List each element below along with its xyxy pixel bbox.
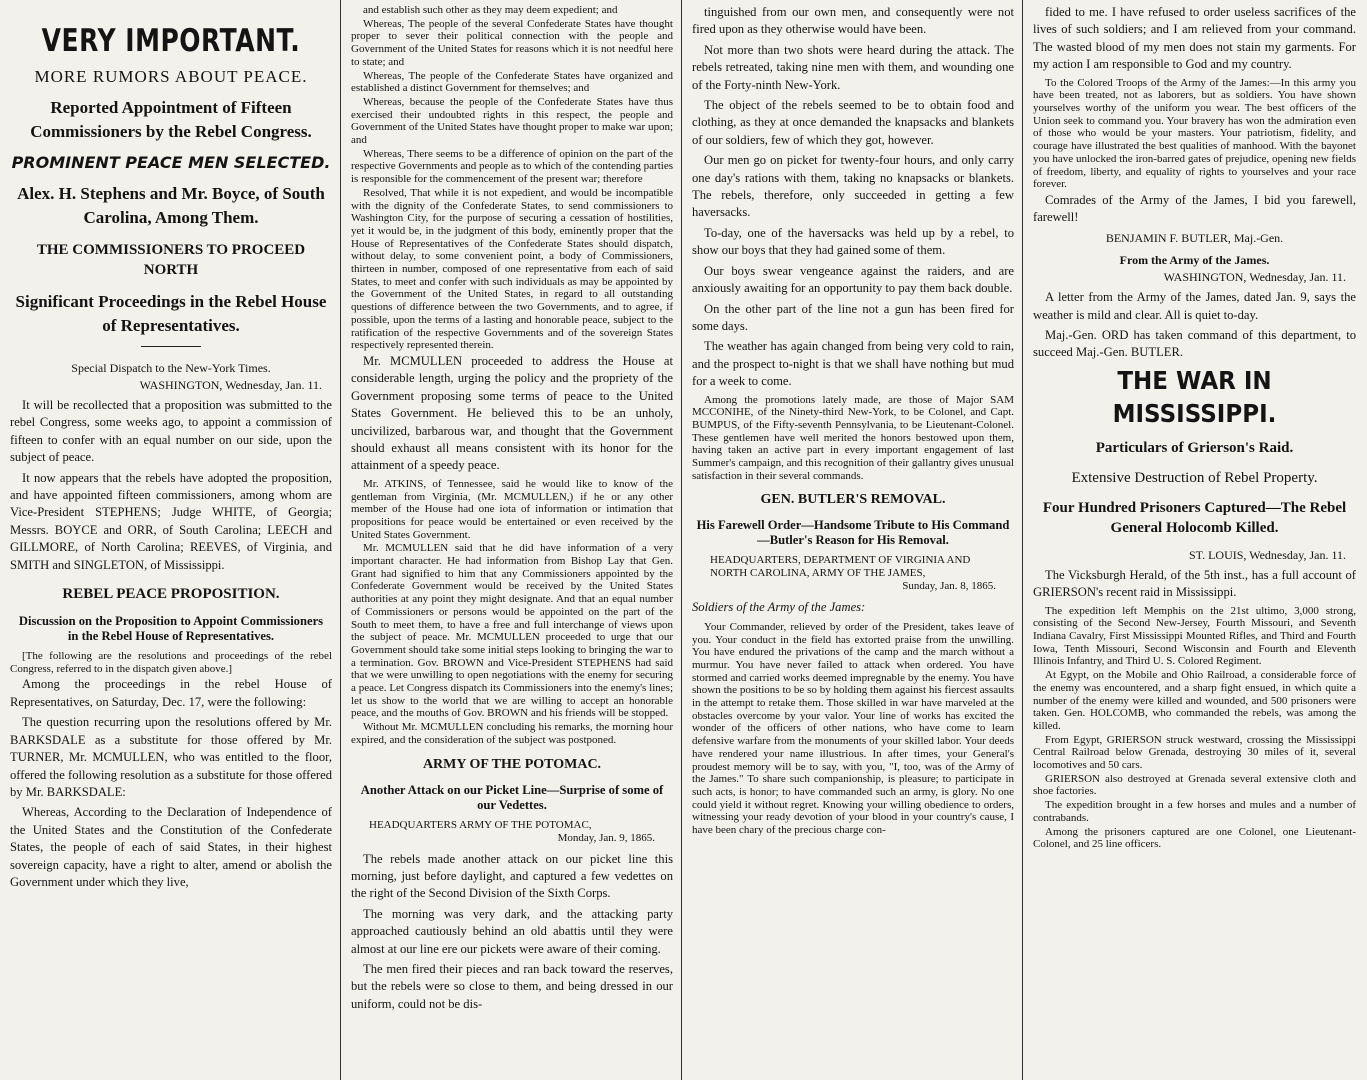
dateline: WASHINGTON, Wednesday, Jan. 11. [1163,270,1346,285]
paragraph: Our boys swear vengeance against the raiders, and are anxiously awaiting for an opportunity to pay them back double. [692,263,1014,296]
paragraph: The object of the rebels seemed to be to obtain food and clothing, as they at once demanded the knapsacks and blankets of our soldiers, few of which they got, however. [692,98,1014,147]
paragraph: The expedition left Memphis on the 21st ultimo, 3,000 strong, consisting of the Second New-Jersey, Fourth Missouri, and Seventh Indiana Cavalry, First Mississippi Mounted Rifles, and Third and Fourth Iowa, Tenth Missouri, Second Wisconsin and Fourth and Eleventh Illinois Infantry, and Third U. S. Colored Regiment. [1033,604,1356,668]
deck-grierson: Particulars of Grierson's Raid. [1095,439,1294,456]
deck-commissioners: THE COMMISSIONERS TO PROCEED NORTH [36,242,306,278]
paragraph: Mr. ATKINS, of Tennessee, said he would like to know of the gentleman from Virginia, (Mr. MCMULLEN,) if he or any other member of the House had one iota of information or intimation that propositions for peace would be entertained or even received by the United States Government. [351,477,673,541]
paragraph: The weather has again changed from being very cold to rain, and the prospect to-night is that we shall have nothing but mud for a week to come. [692,339,1014,389]
paragraph: The Vicksburgh Herald, of the 5th inst., has a full account of GRIERSON's recent raid in Mississippi. [1033,567,1356,600]
headline-very-important: VERY IMPORTANT. [41,22,301,59]
deck-farewell: His Farewell Order—Handsome Tribute to His Command—Butler's Reason for His Removal. [696,518,1010,548]
headline-butler-removal: GEN. BUTLER'S REMOVAL. [760,492,946,508]
column-4 [1023,0,1364,1080]
paragraph: Among the prisoners captured are one Colonel, one Lieutenant-Colonel, and 25 line officers. [1033,825,1356,851]
paragraph: The morning was very dark, and the attacking party approached cautiously behind an old abattis until they were almost at our line ere our pickets were aware of their coming. [351,906,673,956]
paragraph: The men fired their pieces and ran back toward the reserves, but the rebels were so close to them, and being dressed in our uniform, could not be dis- [351,962,673,1011]
deck-appointment: Reported Appointment of Fifteen Commissioners by the Rebel Congress. [30,98,312,141]
paragraph: To-day, one of the haversacks was held up by a rebel, to show our boys that they had gained some of them. [692,225,1014,258]
dateline: WASHINGTON, Wednesday, Jan. 11. [139,378,322,392]
headquarters-name: HEADQUARTERS, DEPARTMENT OF VIRGINIA AND [710,554,971,567]
headquarters-date: Monday, Jan. 9, 1865. [557,831,655,844]
paragraph: Our men go on picket for twenty-four hours, and only carry one day's rations with them, taking no knapsacks or blankets. The rebels, therefore, only succeeded in getting a few haversacks. [692,153,1014,220]
salutation: Soldiers of the Army of the James: [692,600,866,615]
deck-prisoners: Four Hundred Prisoners Captured—The Rebel General Holocomb Killed. [1042,499,1347,536]
deck-discussion: Discussion on the Proposition to Appoint Commissioners in the Rebel House of Representatives. [18,614,324,644]
paragraph: The rebels made another attack on our picket line this morning, just before daylight, and captured a few vedettes on the right of the Second Division of the Sixth Corps. [351,851,673,901]
paragraph: Mr. MCMULLEN proceeded to address the House at considerable length, urging the policy and the propriety of the Government proposing some terms of peace to the United States Government. He believed this to be an unholy, uncivilized, barbarous war, and thought that the Government should exhaust all means consistent with its honor for the attainment of a speedy peace. [351,353,673,473]
resolution-text: Whereas, The people of the Confederate States have organized and established a distinct Government for themselves; and [351,69,673,95]
deck-destruction: Extensive Destruction of Rebel Property. [1071,469,1318,486]
paragraph: It will be recollected that a proposition was submitted to the rebel Congress, some weeks ago, to appoint a commission of fifteen to confer with an equal number on our side, upon the subject of peace. [10,398,332,465]
headquarters-line [710,554,996,593]
divider [141,346,201,347]
paragraph: It now appears that the rebels have adopted the proposition, and have appointed fifteen commissioners, among whom are Vice-President STEPHENS; Judge WHITE, of Georgia; Messrs. BOYCE and ORR, of South Carolina; LEECH and GILLMORE, of North Carolina; REEVES, of Virginia, and SMITH and SINGLETON, of Mississippi. [10,470,332,572]
paragraph: Among the proceedings in the rebel House of Representatives, on Saturday, Dec. 17, were the following: [10,677,332,709]
headline-rebel-peace: REBEL PEACE PROPOSITION. [62,586,280,603]
column-1 [0,0,341,1080]
paragraph: At Egypt, on the Mobile and Ohio Railroad, a considerable force of the enemy was encountered, and a sharp fight ensued, in which quite a number of the enemy were killed and wounded, and 500 prisoners were taken. Gen. HOLCOMB, who commanded the rebels, was among the killed. [1033,669,1356,732]
paragraph: tinguished from our own men, and consequently were not fired upon as they otherwise would have been. [692,5,1014,37]
deck-picket-attack: Another Attack on our Picket Line—Surprise of some of our Vedettes. [360,782,664,812]
paragraph: Without Mr. MCMULLEN concluding his remarks, the morning hour expired, and the consideration of the subject was postponed. [351,721,673,746]
headquarters-line [369,819,655,845]
resolution-text: and establish such other as they may deem expedient; and [363,4,618,16]
deck-rumors: MORE RUMORS ABOUT PEACE. [34,67,308,86]
paragraph: On the other part of the line not a gun has been fired for some days. [692,301,1014,333]
signature: BENJAMIN F. BUTLER, Maj.-Gen. [1105,230,1284,245]
deck-peace-men: PROMINENT PEACE MEN SELECTED. [11,153,331,172]
paragraph: From Egypt, GRIERSON struck westward, crossing the Mississippi Central Railroad below Grenada, destroying 30 miles of it, several locomotives and 50 cars. [1033,733,1356,772]
subhead-army-james: From the Army of the James. [1119,253,1270,268]
paragraph: To the Colored Troops of the Army of the James:—In this army you have been treated, not as laborers, but as soldiers. You have shown yourselves worthy of the uniform you wear. The best officers of the Union seek to command you. Your bravery has won the admiration even of those who would be your masters. Your patriotism, fidelity, and courage have illustrated the best qualities of manhood. With the bayonet you have unlocked the iron-barred gates of prejudice, opening new fields of freedom, liberty, and equality of rights to yourselves and your race forever. [1033,76,1356,191]
paragraph: Among the promotions lately made, are those of Major SAM MCCONIHE, of the Ninety-third New-York, to be Colonel, and Capt. BUMPUS, of the Fifty-seventh Pennsylvania, to be Lieutenant-Colonel. These gentlemen have well merited the honors bestowed upon them, having taken an active part in every important engagement of last Summer's campaign, and this recognition of their gallantry gives unusual satisfaction in their several commands. [692,393,1014,482]
paragraph: Not more than two shots were heard during the attack. The rebels retreated, taking nine men with them, and wounding one of the Forty-ninth New-York. [692,42,1014,92]
paragraph: The expedition brought in a few horses and mules and a number of contrabands. [1033,799,1356,824]
resolution-text: Whereas, The people of the several Confederate States have thought proper to sever their political connection with the people and Government of the United States for reasons which it is not needful here to state; and [351,17,673,68]
headquarters-army: NORTH CAROLINA, ARMY OF THE JAMES, [710,567,926,580]
special-dispatch: Special Dispatch to the New-York Times. [71,361,271,375]
headquarters-date: Sunday, Jan. 8, 1865. [902,580,996,593]
headline-army-potomac: ARMY OF THE POTOMAC. [422,756,602,772]
resolution-text: Whereas, There seems to be a difference of opinion on the part of the respective Governments and people as to which of the contending parties is responsible for the commencement of the present war; therefore [351,147,673,186]
dateline: ST. LOUIS, Wednesday, Jan. 11. [1188,547,1346,562]
deck-proceedings: Significant Proceedings in the Rebel House of Representatives. [15,292,327,335]
column-2 [341,0,682,1080]
paragraph: fided to me. I have refused to order useless sacrifices of the lives of such soldiers; and I am relieved from your command. The wasted blood of my men does not stain my garments. For my action I am responsible to God and my country. [1033,5,1356,72]
resolution-text: Resolved, That while it is not expedient, and would be incompatible with the dignity of the Confederate States, to send commissioners to Washington City, for the purpose of securing a cessation of hostilities, yet it would be, in the judgment of this body, eminently proper that the House of Representatives of the Confederate States should dispatch, without delay, to some convenient point, a body of Commissioners, thirteen in number, composed of one representative from each of said States, to meet and confer with such individuals as may be appointed by the Government of the United States, in regard to all outstanding questions of difference between the two Governments, and to agree, if possible, upon the terms of a lasting and honorable peace, subject to the ratification of the respective Governments and of the sovereign States respectively represented therein. [351,186,673,352]
paragraph: The question recurring upon the resolutions offered by Mr. BARKSDALE as a substitute for those offered by Mr. TURNER, Mr. MCMULLEN, who was entitled to the floor, offered the following resolution as a substitute for those offered by Mr. BARKSDALE: [10,715,332,799]
paragraph: [The following are the resolutions and proceedings of the rebel Congress, referred to in the dispatch given above.] [10,650,332,675]
headline-war-mississippi: THE WAR IN MISSISSIPPI. [1112,366,1277,429]
paragraph: Comrades of the Army of the James, I bid you farewell, farewell! [1033,192,1356,225]
paragraph: Mr. MCMULLEN said that he did have information of a very important character. He had information from Bishop Lay that Gen. Grant had signified to him that any Commissioners appointed by the Confederate Government would be received by the United States authorities at any point they might designate. And that an equal number of Commissioners or persons would be appointed on the part of the South to meet them, to have a free and full interchange of views upon the subject of peace. Mr. MCMULLEN proceeded to urge that our Government should take some initial steps looking to bringing the war to a termination. Gov. BROWN and Vice-President STEPHENS had said that we were unwilling to open negotiations with the enemy for securing a peace. Let Congress dispatch its Commissioners into the enemy's lines; let us show to the world that we are willing to accept an honorable peace, and the mouths of Gov. BROWN and his friends will be stopped. [351,542,673,720]
paragraph: Your Commander, relieved by order of the President, takes leave of you. Your conduct in the field has extorted praise from the unwilling. You have endured the privations of the camp and the march without a murmur. You have never failed to attack when ordered. You have stormed and carried works deemed impregnable by the enemy. You have shown the positions to be so by holding them against his fiercest assaults in the attempt to retake them. Those skilled in war have marveled at the obstacles overcome by your valor. Your line of works has excited the wonder of the officers of other nations, who have come to learn defensive warfare from the monuments of your skilled labor. Your deeds have rendered your name illustrious. In after times, your General's proudest memory will be to say, with you, "I, too, was of the Army of the James." To share such companionship, is pleasure; to participate in such acts, is honor; to have commanded such an army, is glory. No one could yield it without regret. Knowing your willing obedience to orders, witnessing your ready devotion of your blood in your country's cause, I have been chary of the precious charge con- [692,620,1014,837]
headquarters-name: HEADQUARTERS ARMY OF THE POTOMAC, [369,818,592,831]
paragraph: GRIERSON also destroyed at Grenada several extensive cloth and shoe factories. [1033,772,1356,798]
paragraph: A letter from the Army of the James, dated Jan. 9, says the weather is mild and clear. All is quiet to-day. [1033,290,1356,322]
paragraph: Whereas, According to the Declaration of Independence of the United States and the Constitution of the Confederate States, the people of each of said States, in their highest sovereign capacity, have a right to alter, amend or abolish the Government under which they live, [10,805,332,889]
resolution-text: Whereas, because the people of the Confederate States have thus exercised their undoubted rights in this respect, the people and Government of the United States have thought proper to make war upon; and [351,95,673,147]
deck-stephens-boyce: Alex. H. Stephens and Mr. Boyce, of South Carolina, Among Them. [17,184,325,227]
paragraph: Maj.-Gen. ORD has taken command of this department, to succeed Maj.-Gen. BUTLER. [1033,327,1356,360]
column-3 [682,0,1023,1080]
